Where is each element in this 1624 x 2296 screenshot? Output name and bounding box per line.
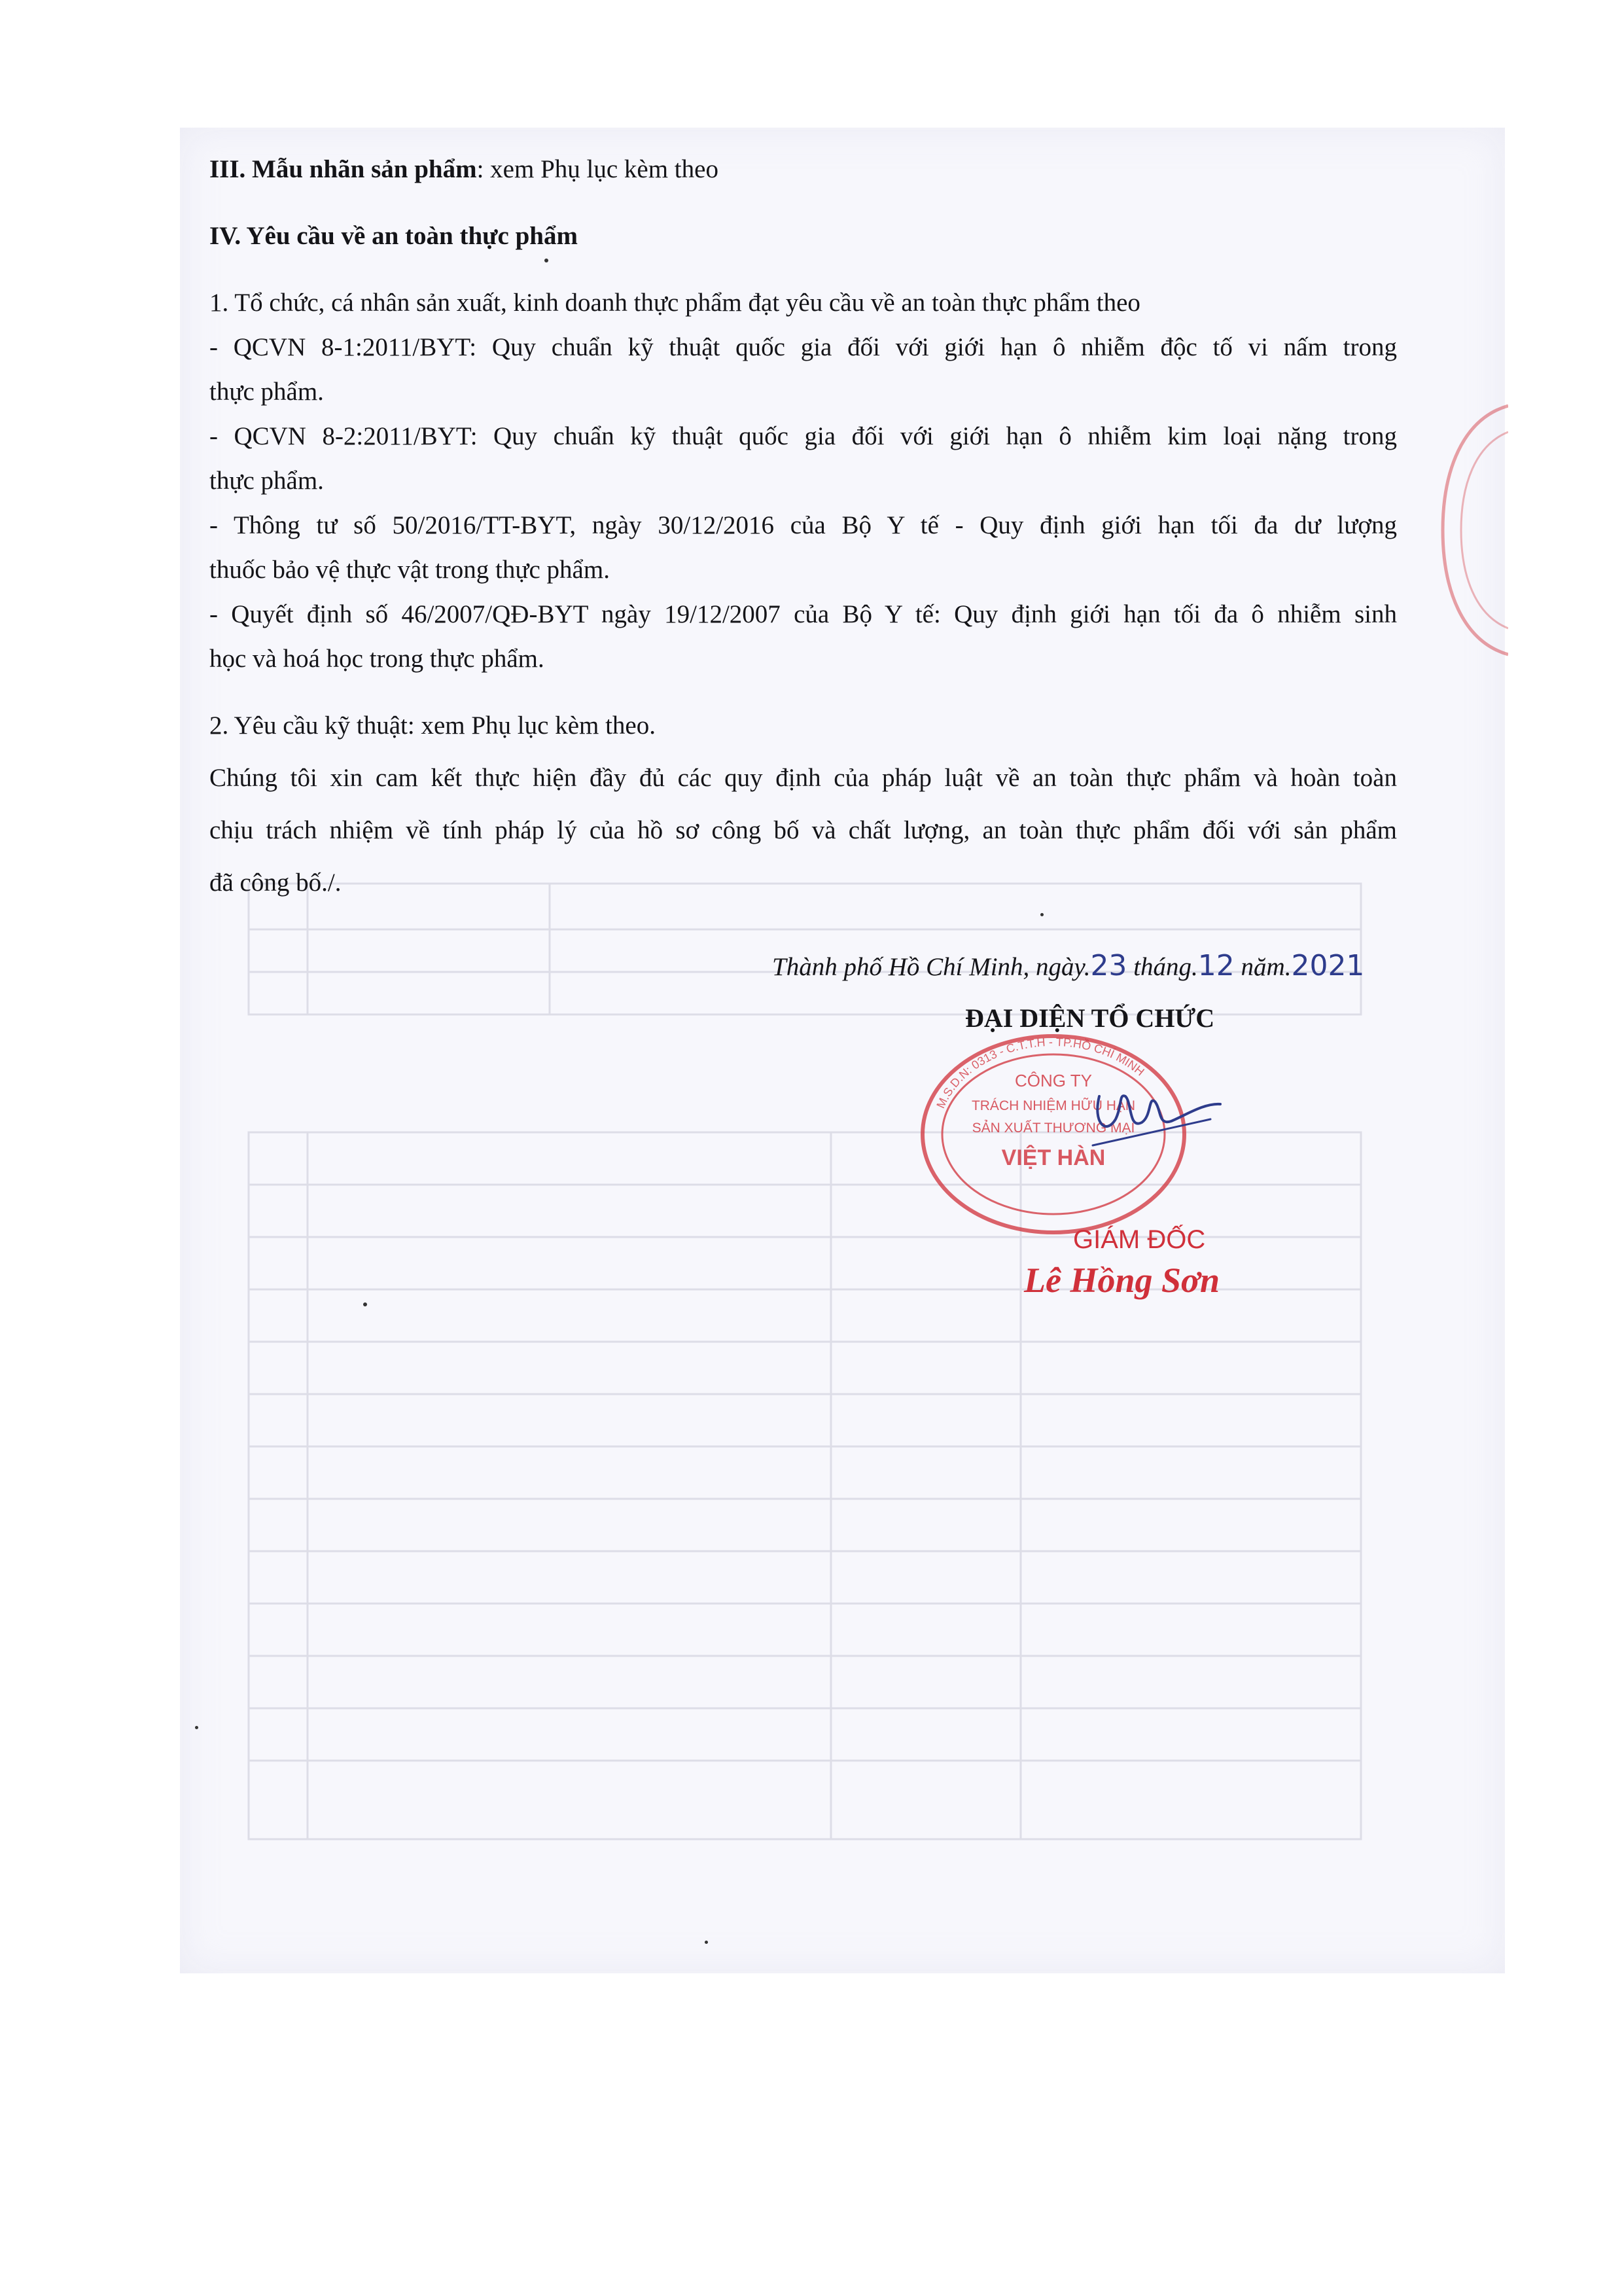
stamp-line-2: TRÁCH NHIỆM HỮU HẠN: [971, 1098, 1136, 1113]
edge-stamp-fragment: [1436, 393, 1508, 668]
scan-speck: [544, 259, 548, 262]
date-day: 23: [1090, 949, 1127, 982]
requirement-2: 2. Yêu cầu kỹ thuật: xem Phụ lục kèm theo.: [209, 711, 656, 740]
date-year: 2021: [1291, 949, 1365, 982]
commitment-line-2: chịu trách nhiệm về tính pháp lý của hồ sơ công bố và chất lượng, an toàn thực phẩm đối với sản phẩm: [209, 816, 1397, 844]
director-title: GIÁM ĐỐC: [1073, 1225, 1206, 1254]
requirement-1-intro: 1. Tổ chức, cá nhân sản xuất, kinh doanh thực phẩm đạt yêu cầu về an toàn thực phẩm theo: [209, 289, 1140, 317]
director-name: Lê Hồng Sơn: [1024, 1261, 1220, 1300]
requirement-item-2-line1: - QCVN 8-2:2011/BYT: Quy chuẩn kỹ thuật quốc gia đối với giới hạn ô nhiễm kim loại nặng trong: [209, 422, 1397, 450]
section-iii: [209, 147, 1397, 192]
stamp-line-1: CÔNG TY: [1015, 1071, 1092, 1090]
requirement-item-4-line2: học và hoá học trong thực phẩm.: [209, 645, 544, 673]
date-month: 12: [1197, 949, 1235, 982]
requirement-item-1-line2: thực phẩm.: [209, 378, 324, 406]
requirement-item-3-line1: - Thông tư số 50/2016/TT-BYT, ngày 30/12/2016 của Bộ Y tế - Quy định giới hạn tối đa dư lượng: [209, 511, 1397, 539]
scan-speck: [705, 1941, 708, 1944]
document-body: [209, 147, 1397, 905]
section-iii-text: : xem Phụ lục kèm theo: [476, 155, 718, 183]
date-month-prefix: tháng: [1133, 953, 1192, 981]
stamp-line-3: SẢN XUẤT THƯƠNG MẠI: [972, 1121, 1135, 1136]
section-iv-title: IV. Yêu cầu về an toàn thực phẩm: [209, 222, 578, 250]
commitment-line-3: đã công bố./.: [209, 869, 342, 897]
scan-speck: [363, 1302, 367, 1306]
stamp-ring-text: M.S.D.N: 0313 - C.T.T.H - TP.HỒ CHÍ MINH: [934, 1035, 1147, 1111]
org-representative-title: ĐẠI DIỆN TỔ CHỨC: [965, 1003, 1215, 1033]
requirement-item-2-line2: thực phẩm.: [209, 467, 324, 495]
section-iii-title: III. Mẫu nhãn sản phẩm: [209, 155, 477, 183]
requirement-item-3-line2: thuốc bảo vệ thực vật trong thực phẩm.: [209, 556, 610, 584]
requirement-item-1-line1: - QCVN 8-1:2011/BYT: Quy chuẩn kỹ thuật quốc gia đối với giới hạn ô nhiễm độc tố vi nấm trong: [209, 333, 1397, 361]
scan-speck: [195, 1726, 198, 1729]
date-prefix: Thành phố Hồ Chí Minh, ngày: [772, 953, 1084, 981]
stamp-line-4: VIỆT HÀN: [1001, 1145, 1106, 1170]
director-signature: [1080, 1057, 1230, 1155]
date-year-prefix: năm: [1241, 953, 1285, 981]
scan-speck: [1040, 913, 1044, 916]
commitment-line-1: Chúng tôi xin cam kết thực hiện đầy đủ các quy định của pháp luật về an toàn thực phẩm và hoàn toàn: [209, 764, 1397, 792]
requirement-item-4-line1: - Quyết định số 46/2007/QĐ-BYT ngày 19/12/2007 của Bộ Y tế: Quy định giới hạn tối đa ô nhiễm sinh: [209, 600, 1397, 628]
date-line: Thành phố Hồ Chí Minh, ngày.23 tháng.12 năm.2021: [772, 949, 1365, 982]
